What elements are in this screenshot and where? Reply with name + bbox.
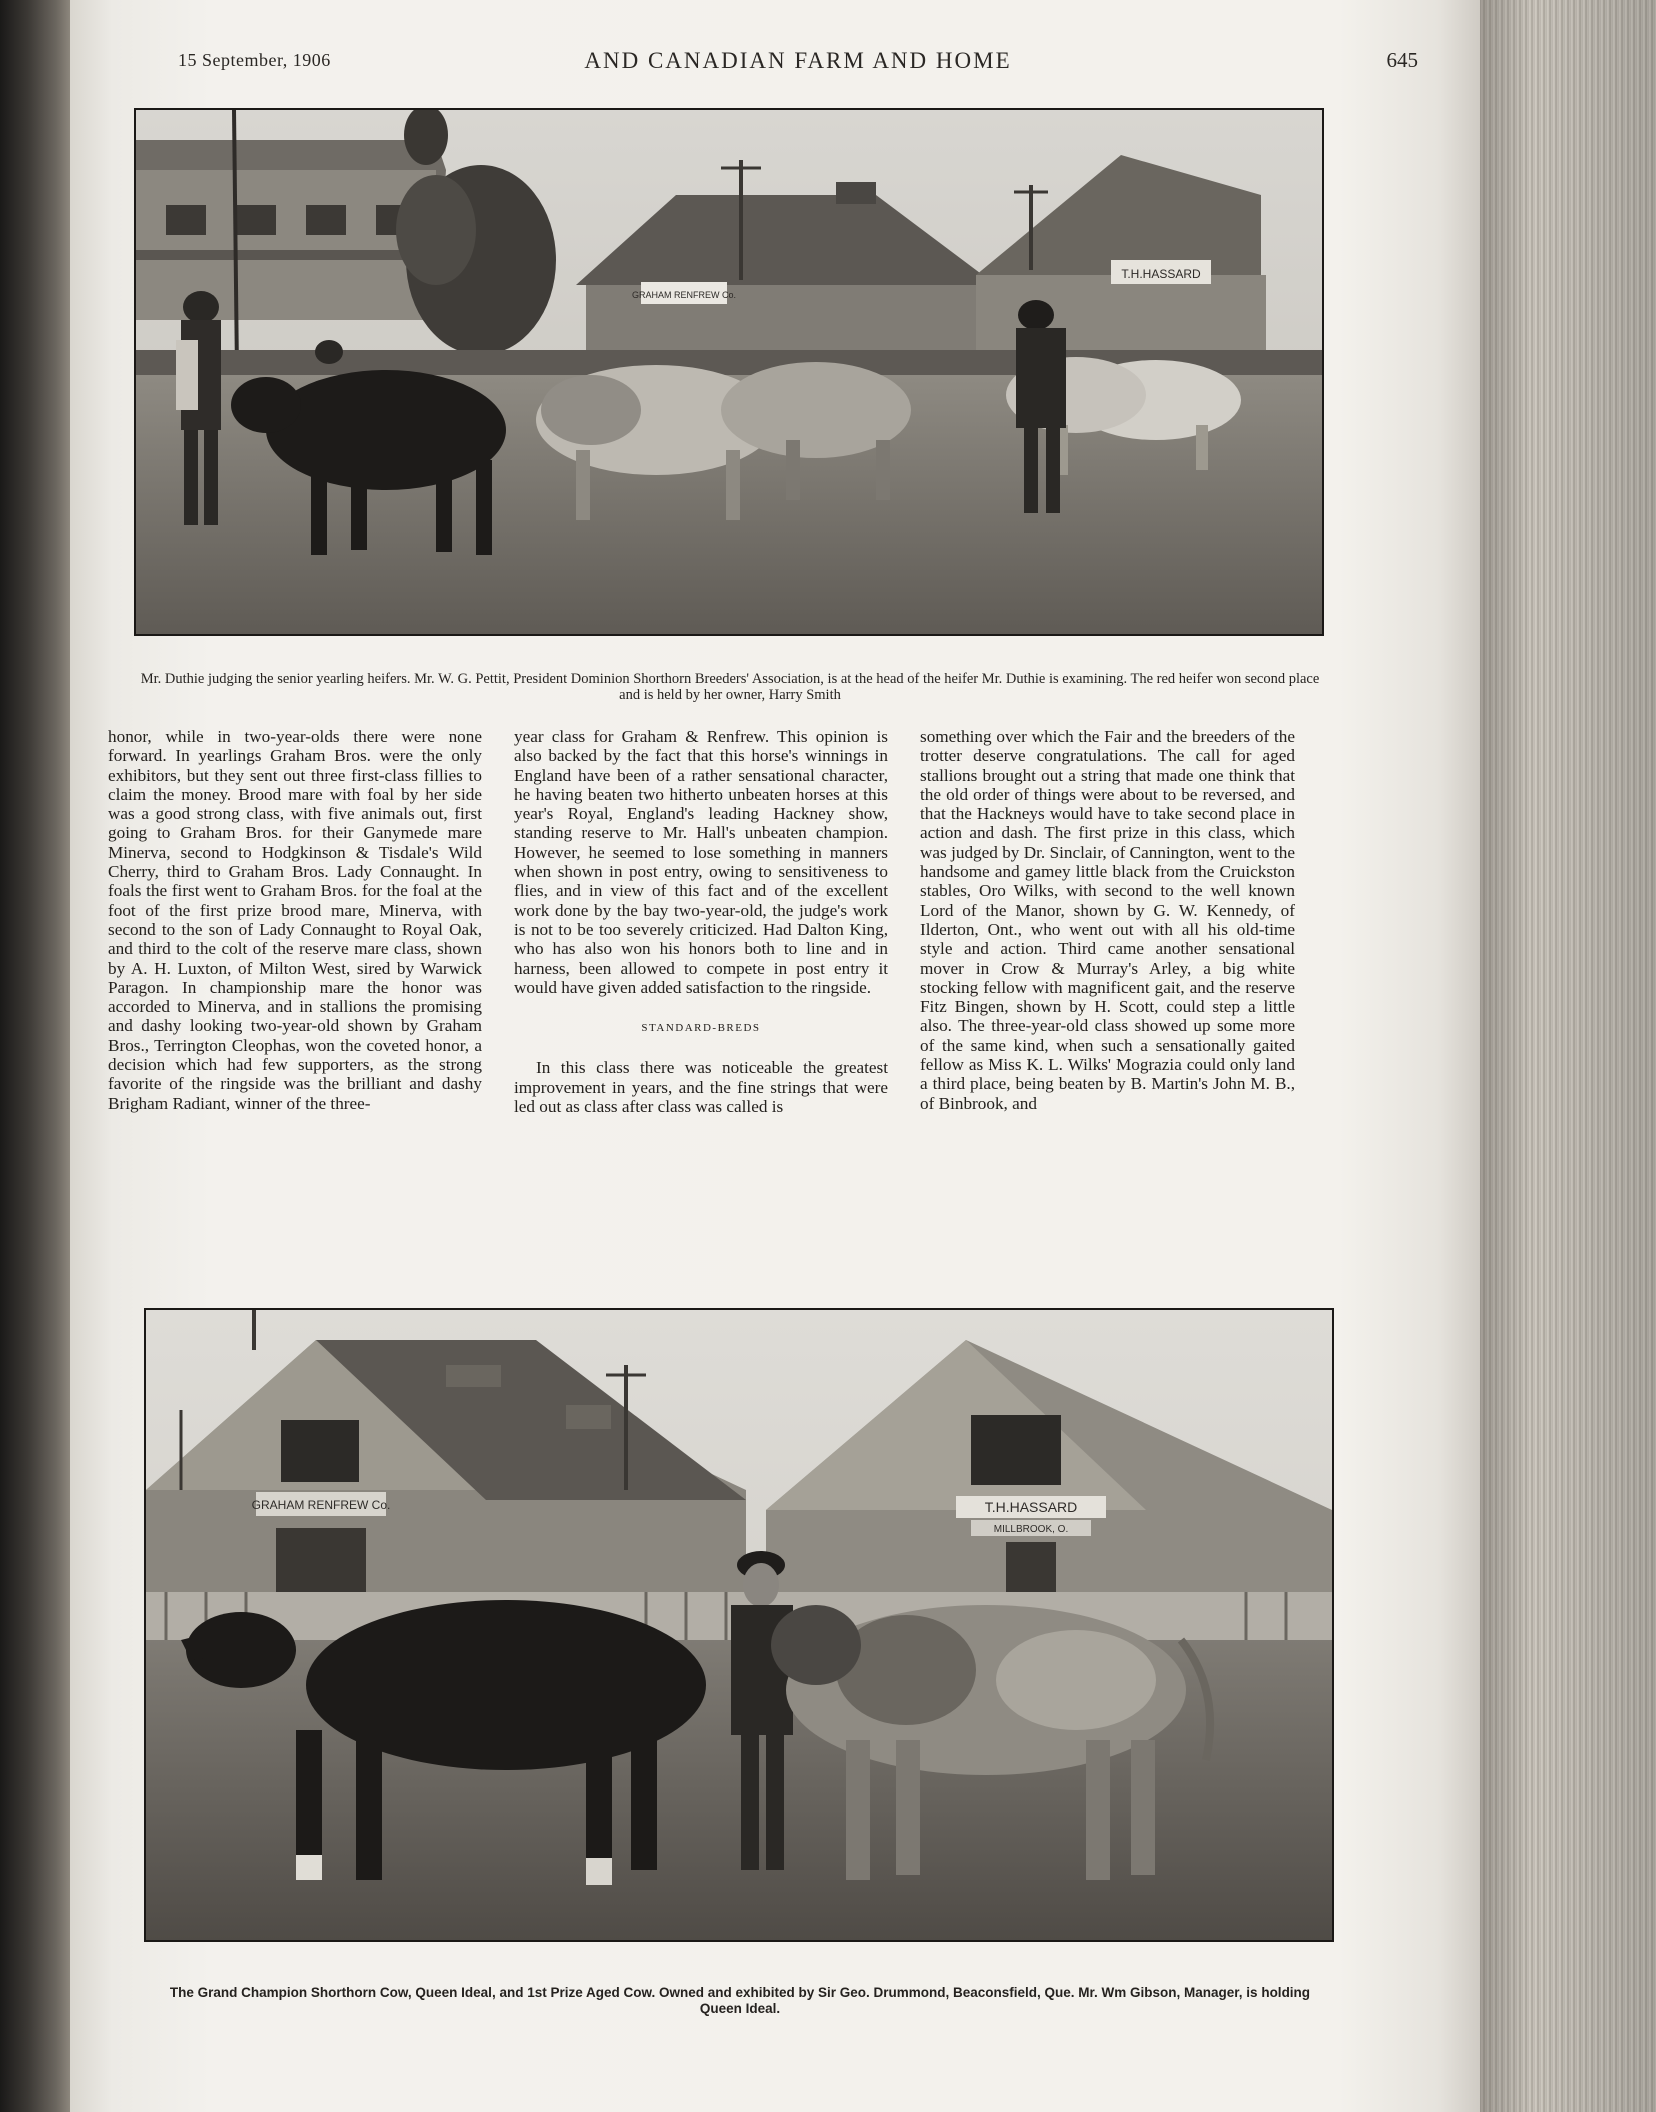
photo-grand-champion-cow (144, 1308, 1334, 1942)
sign-hassard-top: T.H.HASSARD (1121, 267, 1201, 281)
sign-graham-renfrew-bottom: GRAHAM RENFREW Co. (251, 1498, 391, 1512)
running-head (178, 48, 1418, 78)
section-subhead-standard-breds: STANDARD-BREDS (641, 1022, 761, 1035)
caption-grand-champion-cow: The Grand Champion Shorthorn Cow, Queen Ideal, and 1st Prize Aged Cow. Owned and exhibited by Sir Geo. Drummond, Beaconsfield, Que. Mr. Wm Gibson, Manager, is holding Queen Ideal. (169, 1985, 1311, 2016)
article-column-3 (920, 727, 1295, 1113)
stacked-page-edges (1480, 0, 1656, 2112)
journal-title: AND CANADIAN FARM AND HOME (584, 48, 1012, 73)
sign-hassard-bottom: T.H.HASSARD (984, 1499, 1078, 1515)
book-binding-edge (0, 0, 70, 2112)
page-number: 645 (1386, 48, 1418, 72)
photo-grand-champion-cow-image (146, 1310, 1332, 1940)
sign-graham-renfrew-top: GRAHAM RENFREW Co. (631, 290, 737, 300)
caption-heifer-judging: Mr. Duthie judging the senior yearling heifers. Mr. W. G. Pettit, President Dominion Shorthorn Breeders' Association, is at the head of the heifer Mr. Duthie is examining. The red heifer won second place and is held by her owner, Harry Smith (140, 671, 1320, 703)
article-column-1 (108, 727, 482, 1113)
article-column-2 (514, 727, 888, 1116)
photo-heifer-judging (134, 108, 1324, 636)
column-2-paragraph-2: In this class there was noticeable the greatest improvement in years, and the fine strings that were led out as class after class was called is (514, 1058, 888, 1117)
column-1-text: honor, while in two-year-olds there were none forward. In yearlings Graham Bros. were the only exhibitors, but they sent out three first-class fillies to claim the money. Brood mare with foal by her side was a good strong class, with five animals out, first going to Graham Bros. for their Ganymede mare Minerva, second to Hodgkinson & Tisdale's Wild Cherry, third to Graham Bros. Lady Connaught. In foals the first went to Graham Bros. for the foal at the foot of the first prize brood mare, Minerva, with second to the son of Lady Connaught to Royal Oak, and third to the colt of the reserve mare class, shown by A. H. Luxton, of Milton West, sired by Warwick Paragon. In championship mare the honor was accorded to Minerva, and in stallions the promising and dashy looking two-year-old shown by Graham Bros., Terrington Cleophas, won the coveted honor, a decision which had few supporters, as the strong favorite of the ringside was the brilliant and dashy Brigham Radiant, winner of the three- (108, 727, 482, 1113)
column-2-paragraph-1: year class for Graham & Renfrew. This opinion is also backed by the fact that this horse's winnings in England have been of a rather sensational character, he having beaten two hitherto unbeaten horses at this year's Royal, England's leading Hackney show, standing reserve to Mr. Hall's unbeaten champion. However, he seemed to lose something in manners when shown in post entry, owing to sensitiveness to flies, and in view of this fact and of the excellent work done by the bay two-year-old, the judge's work is not to be too severely criticized. Had Dalton King, who has also won his honors both to line and in harness, been allowed to compete in post entry it would have given added satisfaction to the ringside. (514, 727, 888, 997)
issue-date: 15 September, 1906 (178, 50, 331, 70)
sign-millbrook-bottom: MILLBROOK, O. (993, 1524, 1069, 1535)
column-3-text: something over which the Fair and the breeders of the trotter deserve congratulations. The call for aged stallions brought out a string that made one think that the old order of things were about to be reversed, and that the Hackneys would have to take second place in action and dash. The first prize in this class, which was judged by Dr. Sinclair, of Cannington, went to the handsome and gamey little black from the Cruickston stables, Oro Wilks, with second to the well known Lord of the Manor, shown by G. W. Kennedy, of Ilderton, Ont., who went out with all his old-time style and action. Third came another sensational mover in Crow & Murray's Arley, a big white stocking fellow with magnificent gait, and the reserve Fitz Bingen, shown by H. Scott, could step a little also. The three-year-old class showed up some more of the same kind, when such a sensationally gaited fellow as Miss K. L. Wilks' Mograzia could only land a third place, being beaten by B. Martin's John M. B., of Binbrook, and (920, 727, 1295, 1113)
photo-heifer-judging-image (136, 110, 1322, 634)
